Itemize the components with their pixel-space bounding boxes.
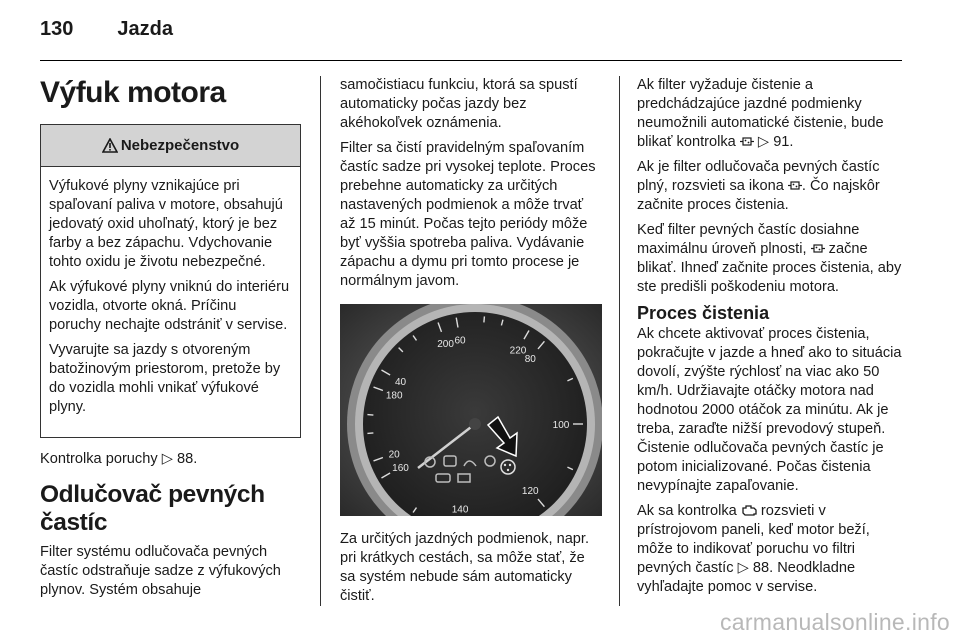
dpf-warning-icon	[788, 179, 802, 192]
column-2-bottom	[340, 530, 602, 612]
col3-text-3: Keď filter pevných častíc dosiahne maximálnu úroveň plnosti, začne blikať. Ihneď začnite proces čistenia, aby ste predišli poškodeniu motora.	[637, 222, 902, 295]
gauge-label: 40	[394, 377, 407, 388]
header-rule	[40, 60, 902, 61]
column-2	[340, 76, 602, 297]
col3-text-1: Ak filter vyžaduje čistenie a predchádzajúce jazdné podmienky neumožnili automatické čistenie, bude blikať kontrolka ▷ 91.	[637, 77, 884, 150]
gauge-tick	[367, 433, 373, 434]
page-ref-icon: ▷	[737, 560, 749, 576]
watermark: carmanualsonline.info	[719, 609, 950, 635]
gauge-label: 140	[451, 504, 469, 516]
page-header	[40, 18, 173, 41]
col3-text-4: Ak chcete aktivovať proces čistenia, pokračujte v jazde a hneď ako to situácia dovolí, zvýšte rýchlosť na viac ako 50 km/h. Udržiavajte otáčky motora nad hodnotou 2000 otáčok za minútu. Ak je treba, zaraďte nižší prevodový stupeň. Čistenie odlučovača pevných častíc je potom inicializované. Počas čistenia nevypínajte zapaľovanie.	[637, 326, 902, 494]
danger-box-header	[41, 125, 300, 167]
page-ref-icon: ▷	[161, 451, 173, 467]
danger-text-3: Vyvarujte sa jazdy s otvoreným batožinovým priestorom, pretože by do vozidla mohli vnikať výfukové plyny.	[49, 342, 281, 415]
page-ref-icon: ▷	[757, 134, 770, 150]
gauge-label: 200	[437, 339, 454, 351]
cross-reference: Kontrolka poruchy ▷ 88.	[40, 451, 198, 467]
gauge-tick	[367, 415, 373, 416]
col2-text-2: Filter sa čistí pravidelným spaľovaním častíc sadze pri vysokej teplote. Proces prebehne automaticky za určitých nastavených podmienok a môže trvať až 15 minút. Počas tejto periódy môže byť vyššia spotreba paliva. Vydávanie zápachu a dymu pri tomto procese je normálnym javom.	[340, 140, 596, 289]
section-heading-cleaning: Proces čistenia	[637, 303, 770, 323]
gauge-label: 120	[521, 485, 539, 497]
danger-text-2: Ak výfukové plyny vniknú do interiéru vozidla, otvorte okná. Príčinu poruchy nechajte odstrániť v servise.	[49, 279, 290, 333]
col2-text-1: samočistiacu funkciu, ktorá sa spustí automaticky počas jazdy bez akéhokoľvek oznámenia.	[340, 77, 578, 131]
gauge-label: 100	[552, 420, 570, 431]
column-divider	[619, 76, 620, 606]
engine-malfunction-icon	[741, 504, 757, 517]
gauge-label: 220	[509, 345, 527, 357]
section-heading-dpf: Odlučovač pevných častíc	[40, 481, 265, 536]
col3-text-5: Ak sa kontrolka rozsvieti v prístrojovom paneli, keď motor beží, môže to indikovať poruchu vo filtri pevných častíc ▷ 88. Neodkladne vyhľadajte pomoc v servise.	[637, 503, 870, 595]
dpf-warning-icon	[811, 242, 825, 255]
dpf-warning-icon	[740, 135, 754, 148]
gauge-label: 20	[388, 449, 400, 461]
column-1	[40, 450, 305, 606]
gauge-label: 80	[524, 354, 536, 366]
dpf-intro: Filter systému odlučovača pevných častíc odstraňuje sadze z výfukových plynov. Systém obsahuje	[40, 544, 281, 598]
column-divider	[320, 76, 321, 606]
col3-text-2: Ak je filter odlučovača pevných častíc plný, rozsvieti sa ikona . Čo najskôr začnite proces čistenia.	[637, 159, 880, 213]
section-title: Jazda	[117, 18, 173, 40]
gauge-label: 60	[454, 335, 466, 347]
column-3	[637, 76, 902, 603]
page-title: Výfuk motora	[40, 76, 226, 109]
danger-text-1: Výfukové plyny vznikajúce pri spaľovaní paliva v motore, obsahujú jedovatý oxid uhoľnatý, ktorý je bez farby a bez zápachu. Vdychovanie tohto oxidu je životu nebezpečné.	[49, 178, 283, 270]
danger-box	[40, 124, 301, 438]
gauge-label: 160	[392, 463, 409, 474]
gauge-tick	[484, 316, 485, 322]
instrument-cluster-photo	[340, 304, 602, 516]
page-number: 130	[40, 18, 74, 40]
danger-heading: Nebezpečenstvo	[120, 137, 240, 154]
warning-triangle-icon	[102, 138, 118, 153]
gauge-label: 180	[385, 390, 403, 402]
col2-text-3: Za určitých jazdných podmienok, napr. pri krátkych cestách, sa môže stať, že sa systém nebude sám automaticky čistiť.	[340, 531, 590, 604]
